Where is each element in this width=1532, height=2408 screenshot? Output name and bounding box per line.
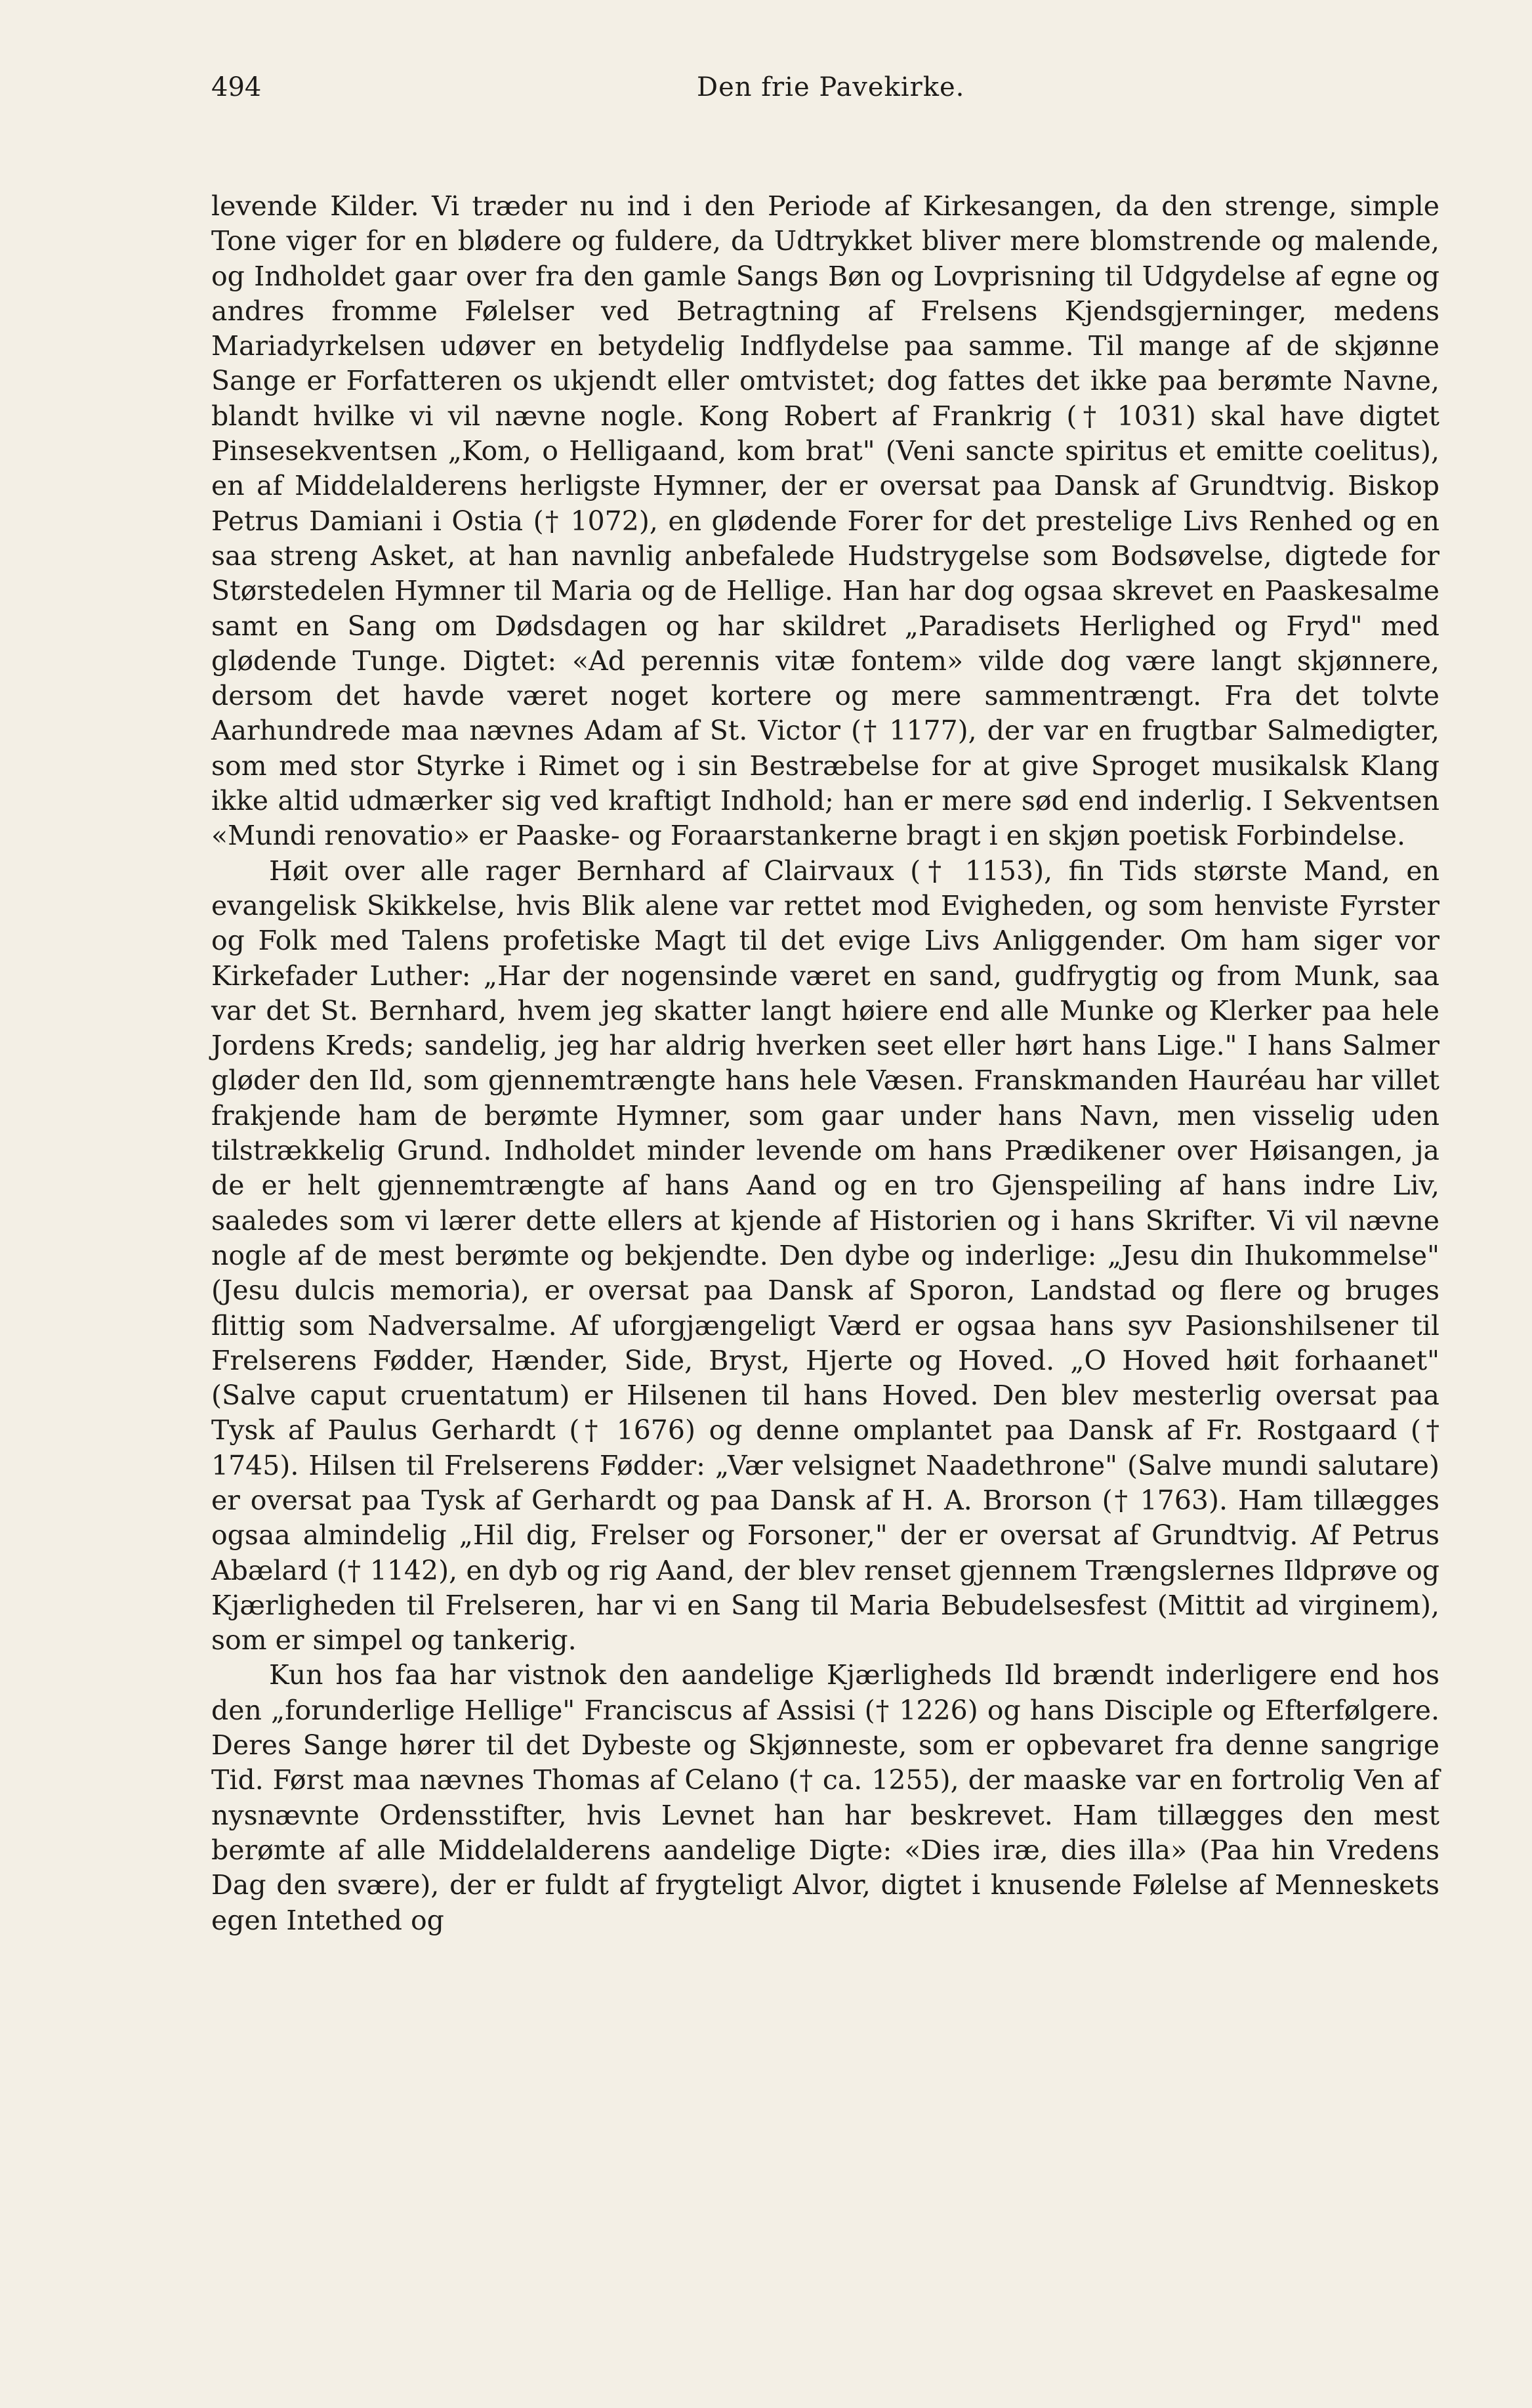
running-head: Den frie Pavekirke. (697, 72, 965, 102)
paragraph-bernhard: Høit over alle rager Bernhard af Clairvaux († 1153), fin Tids største Mand, en evangelisk Skikkelse, hvis Blik alene var rettet mod Evigheden, og som henviste Fyrster og Folk med Talens profetiske Magt til det evige Livs Anliggender. Om ham siger vor Kirkefader Luther: „Har der nogensinde været en sand, gudfrygtig og from Munk, saa var det St. Bernhard, hvem jeg skatter langt høiere end alle Munke og Klerker paa hele Jordens Kreds; sandelig, jeg har aldrig hverken seet eller hørt hans Lige." I hans Salmer gløder den Ild, som gjennemtrængte hans hele Væsen. Franskmanden Hauréau har villet frakjende ham de berømte Hymner, som gaar under hans Navn, men visselig uden tilstrækkelig Grund. Indholdet minder levende om hans Prædikener over Høisangen, ja de er helt gjennemtrængte af hans Aand og en tro Gjenspeiling af hans indre Liv, saaledes som vi lærer dette ellers at kjende af Historien og i hans Skrifter. Vi vil nævne nogle af de mest berømte og bekjendte. Den dybe og inderlige: „Jesu din Ihukommelse" (Jesu dulcis memoria), er oversat paa Dansk af Sporon, Landstad og flere og bruges flittig som Nadversalme. Af uforgjængeligt Værd er ogsaa hans syv Pasionshilsener til Frelserens Fødder, Hænder, Side, Bryst, Hjerte og Hoved. „O Hoved høit forhaanet" (Salve caput cruentatum) er Hilsenen til hans Hoved. Den blev mesterlig oversat paa Tysk af Paulus Gerhardt († 1676) og denne omplantet paa Dansk af Fr. Rostgaard († 1745). Hilsen til Frelserens Fødder: „Vær velsignet Naadethrone" (Salve mundi salutare) er oversat paa Tysk af Gerhardt og paa Dansk af H. A. Brorson († 1763). Ham tillægges ogsaa almindelig „Hil dig, Frelser og Forsoner," der er oversat af Grundtvig. Af Petrus Abælard († 1142), en dyb og rig Aand, der blev renset gjennem Trængslernes Ildprøve og Kjærligheden til Frelseren, har vi en Sang til Maria Bebudelsesfest (Mittit ad virginem), som er simpel og tankerig. (211, 855, 1439, 1657)
text-body (211, 189, 1439, 1938)
paragraph-kirkesang-periode: levende Kilder. Vi træder nu ind i den Periode af Kirkesangen, da den strenge, simple Tone viger for en blødere og fuldere, da Udtrykket bliver mere blomstrende og malende, og Indholdet gaar over fra den gamle Sangs Bøn og Lovprisning til Udgydelse af egne og andres fromme Følelser ved Betragtning af Frelsens Kjendsgjerninger, medens Mariadyrkelsen udøver en betydelig Indflydelse paa samme. Til mange af de skjønne Sange er Forfatteren os ukjendt eller omtvistet; dog fattes det ikke paa berømte Navne, blandt hvilke vi vil nævne nogle. Kong Robert af Frankrig († 1031) skal have digtet Pinsesekventsen „Kom, o Helligaand, kom brat" (Veni sancte spiritus et emitte coelitus), en af Middelalderens herligste Hymner, der er oversat paa Dansk af Grundtvig. Biskop Petrus Damiani i Ostia († 1072), en glødende Forer for det prestelige Livs Renhed og en saa streng Asket, at han navnlig anbefalede Hudstrygelse som Bodsøvelse, digtede for Størstedelen Hymner til Maria og de Hellige. Han har dog ogsaa skrevet en Paaskesalme samt en Sang om Dødsdagen og har skildret „Paradisets Herlighed og Fryd" med glødende Tunge. Digtet: «Ad perennis vitæ fontem» vilde dog være langt skjønnere, dersom det havde været noget kortere og mere sammentrængt. Fra det tolvte Aarhundrede maa nævnes Adam af St. Victor († 1177), der var en frugtbar Salmedigter, som med stor Styrke i Rimet og i sin Bestræbelse for at give Sproget musikalsk Klang ikke altid udmærker sig ved kraftigt Indhold; han er mere sød end inderlig. I Sekventsen «Mundi renovatio» er Paaske- og Foraarstankerne bragt i en skjøn poetisk Forbindelse. (211, 190, 1439, 852)
page-header (211, 63, 1440, 112)
paragraph-franciscus: Kun hos faa har vistnok den aandelige Kjærligheds Ild brændt inderligere end hos den „forunderlige Hellige" Franciscus af Assisi († 1226) og hans Disciple og Efterfølgere. Deres Sange hører til det Dybeste og Skjønneste, som er opbevaret fra denne sangrige Tid. Først maa nævnes Thomas af Celano († ca. 1255), der maaske var en fortrolig Ven af nysnævnte Ordensstifter, hvis Levnet han har beskrevet. Ham tillægges den mest berømte af alle Middelalderens aandelige Digte: «Dies iræ, dies illa» (Paa hin Vredens Dag den svære), der er fuldt af frygteligt Alvor, digtet i knusende Følelse af Menneskets egen Intethed og (211, 1659, 1439, 1936)
page-number: 494 (211, 72, 262, 102)
